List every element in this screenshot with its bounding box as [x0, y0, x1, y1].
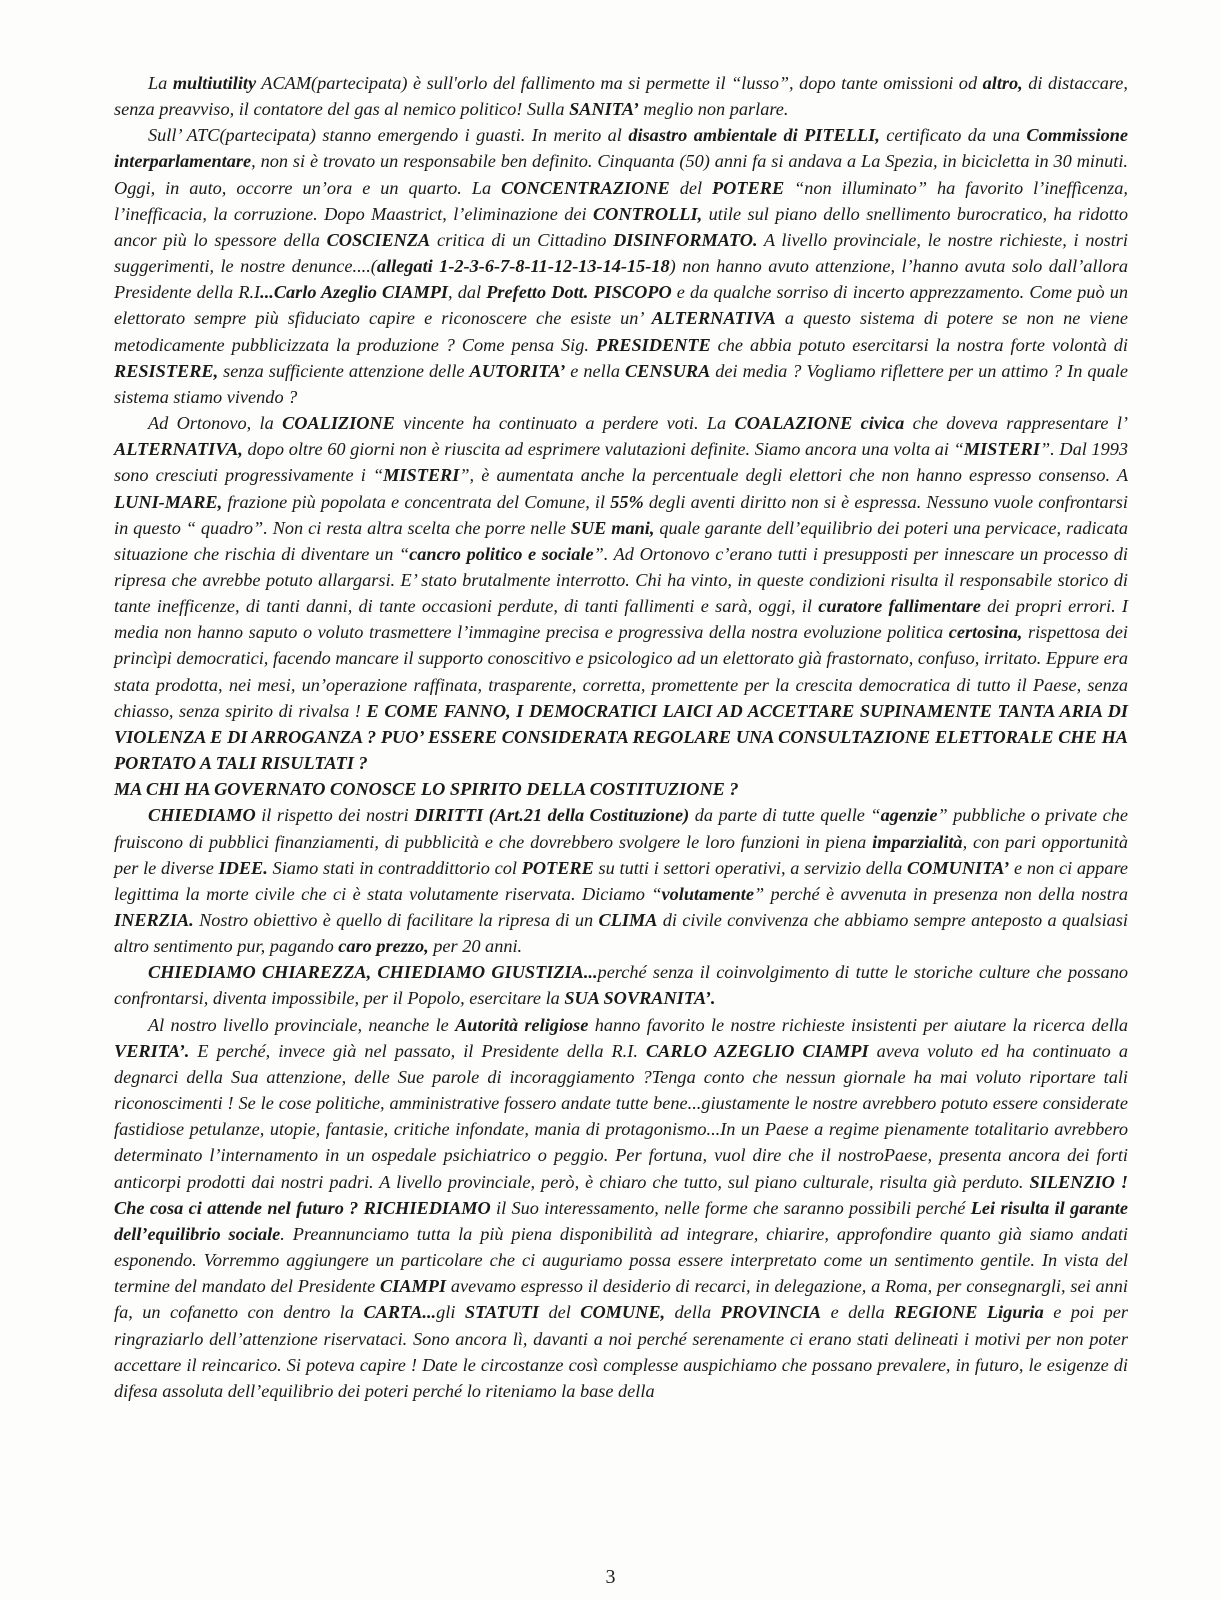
- text-run: hanno favorito le nostre richieste insistenti per aiutare la ricerca della: [588, 1014, 1129, 1035]
- text-run: La: [148, 73, 173, 93]
- paragraph-1: [114, 70, 1128, 122]
- bold-text-run: allegati 1-2-3-6-7-8-11-12-13-14-15-18: [376, 256, 670, 277]
- bold-text-run: COMUNITA’: [906, 857, 1010, 878]
- bold-text-run: CLIMA: [598, 910, 658, 930]
- text-run: , con pari opportunità per le diverse: [114, 831, 1128, 878]
- bold-text-run: POTERE: [712, 177, 785, 198]
- text-run: su tutti i settori operativi, a servizio della: [593, 857, 907, 878]
- bold-text-run: RESISTERE,: [114, 360, 219, 381]
- text-run: del: [539, 1302, 581, 1323]
- text-run: il rispetto dei nostri: [255, 805, 415, 826]
- text-run: ” perché è avvenuta in presenza non della nostra: [753, 883, 1128, 904]
- bold-text-run: PRESIDENTE: [595, 334, 711, 355]
- bold-text-run: MISTERI: [963, 439, 1040, 460]
- bold-text-run: ALTERNATIVA,: [114, 439, 243, 460]
- bold-text-run: CONTROLLI,: [592, 203, 703, 224]
- bold-text-run: CHIEDIAMO CHIAREZZA, CHIEDIAMO GIUSTIZIA...: [148, 962, 598, 983]
- bold-text-run: CIAMPI: [380, 1276, 447, 1297]
- text-run: degli aventi diritto non si è espressa. Nessuno vuole confrontarsi in questo “ quadro”. Non ci resta altra scelta che porre nelle: [114, 491, 1128, 538]
- paragraph-3: [114, 410, 1128, 776]
- text-run: Siamo stati in contraddittorio col: [267, 857, 522, 878]
- bold-text-run: cancro politico e sociale: [409, 543, 594, 564]
- text-run: che abbia potuto esercitarsi la nostra forte volontà di: [710, 334, 1128, 355]
- text-run: della: [665, 1302, 721, 1323]
- bold-text-run: CARLO AZEGLIO CIAMPI: [645, 1040, 869, 1061]
- text-run: A livello provinciale, le nostre richieste, i nostri suggerimenti, le nostre denunce....(: [114, 229, 1128, 277]
- bold-text-run: multiutility: [172, 73, 257, 93]
- text-run: Sull’ ATC(partecipata) stanno emergendo i guasti. In merito al: [148, 125, 629, 146]
- text-run: critica di un Cittadino: [430, 229, 614, 250]
- bold-text-run: caro prezzo,: [338, 936, 429, 957]
- paragraph-4: [114, 776, 1128, 802]
- text-run: del: [669, 177, 713, 198]
- bold-text-run: CHIEDIAMO: [148, 805, 256, 826]
- text-run: , dal: [448, 282, 487, 303]
- bold-text-run: curatore fallimentare: [818, 596, 981, 617]
- text-run: Al nostro livello provinciale, neanche le: [148, 1014, 456, 1035]
- bold-text-run: DISINFORMATO.: [613, 229, 758, 250]
- text-run: dopo oltre 60 giorni non è riuscita ad esprimere valutazioni definite. Siamo ancora una volta ai “: [242, 439, 964, 460]
- bold-text-run: altro,: [982, 73, 1023, 93]
- bold-text-run: CONCENTRAZIONE: [501, 177, 670, 198]
- bold-text-run: Autorità religiose: [455, 1014, 589, 1035]
- bold-text-run: COMUNE,: [580, 1302, 666, 1323]
- text-run: dei propri errori. I media non hanno saputo o voluto trasmettere l’immagine precisa e progressiva della nostra evoluzione politica: [114, 596, 1128, 643]
- text-run: quale garante dell’equilibrio dei poteri una pervicace, radicata situazione che rischia di diventare un “: [114, 517, 1128, 564]
- text-run: per 20 anni.: [428, 936, 523, 957]
- bold-text-run: SUE mani,: [570, 517, 655, 538]
- text-run: ”. Dal 1993 sono cresciuti progressivamente i “: [114, 439, 1128, 486]
- text-run: vincente ha continuato a perdere voti. La: [394, 413, 735, 434]
- bold-text-run: volutamente: [661, 883, 754, 904]
- bold-text-run: SILENZIO ! Che cosa ci attende nel futuro ? RICHIEDIAMO: [114, 1171, 1128, 1218]
- text-run: il Suo interessamento, nelle forme che saranno possibili perché: [490, 1197, 971, 1218]
- bold-text-run: Commissione interparlamentare: [114, 125, 1129, 172]
- bold-text-run: Lei risulta il garante dell’equilibrio sociale: [114, 1197, 1128, 1244]
- bold-text-run: REGIONE Liguria: [894, 1302, 1044, 1323]
- bold-text-run: VERITA’.: [114, 1040, 190, 1061]
- bold-text-run: E COME FANNO, I DEMOCRATICI LAICI AD ACCETTARE SUPINAMENTE TANTA ARIA DI VIOLENZA E DI ARROGANZA ? PUO’ ESSERE CONSIDERATA REGOLARE UNA CONSULTAZIONE ELETTORALE CHE HA PORTATO A TALI RISULTATI ?: [114, 700, 1128, 774]
- paragraph-2: [114, 122, 1128, 410]
- text-run: ACAM(partecipata) è sull'orlo del fallimento ma si permette il “lusso”, dopo tante omissioni od: [256, 73, 983, 93]
- page-number: 3: [605, 1566, 616, 1588]
- bold-text-run: MA CHI HA GOVERNATO CONOSCE LO SPIRITO DELLA COSTITUZIONE ?: [114, 779, 739, 800]
- text-run: di civile convivenza che abbiamo sempre anteposto a qualsiasi altro sentimento pur, pagando: [114, 910, 1128, 957]
- bold-text-run: CENSURA: [624, 360, 711, 381]
- text-run: certificato da una: [879, 125, 1027, 146]
- bold-text-run: COALAZIONE civica: [734, 413, 905, 434]
- text-run: dei media ? Vogliamo riflettere per un attimo ? In quale sistema stiamo vivendo ?: [114, 360, 1128, 407]
- text-run: utile sul piano dello snellimento burocratico, ha ridotto ancor più lo spessore della: [114, 203, 1128, 250]
- text-run: e da qualche sorriso di incerto apprezzamento. Come può un elettorato sempre più sfiduciato capire e riconoscere che esiste un’: [114, 282, 1128, 329]
- bold-text-run: imparzialità: [872, 831, 963, 852]
- text-run: Ad Ortonovo, la: [148, 413, 283, 434]
- bold-text-run: AUTORITA’: [469, 360, 566, 381]
- bold-text-run: INERZIA.: [114, 910, 194, 930]
- text-run: e poi per ringraziarlo dell’attenzione riservataci. Sono ancora lì, davanti a noi perché serenamente ci erano stati delineati i motivi per non poter accettare il reincarico. Si poteva capire ! Date le circostanze così complesse auspichiamo che possano prevalere, in futuro, le esigenze di difesa assoluta dell’equilibrio dei poteri perché lo riteniamo la base della: [114, 1302, 1128, 1401]
- text-run: di distaccare, senza preavviso, il contatore del gas al nemico politico! Sulla: [114, 73, 1128, 120]
- bold-text-run: agenzie: [880, 805, 938, 826]
- text-run: ) non hanno avuto attenzione, l’hanno avuta solo dall’allora Presidente della R.I: [114, 256, 1128, 303]
- paragraph-7: [114, 1012, 1128, 1404]
- paragraph-6: [114, 959, 1128, 1011]
- bold-text-run: MISTERI: [383, 465, 460, 486]
- paragraph-5: [114, 802, 1128, 959]
- text-run: ”, è aumentata anche la percentuale degli elettori che non hanno espresso consenso. A: [459, 465, 1128, 486]
- text-run: che doveva rappresentare l’: [904, 413, 1128, 434]
- text-run: perché senza il coinvolgimento di tutte le storiche culture che possano confrontarsi, diventa impossibile, per il Popolo, esercitare la: [114, 962, 1128, 1009]
- text-run: e nella: [565, 360, 625, 381]
- text-run: . Preannunciamo tutta la più piena disponibilità ad integrare, chiarire, approfondire quanto già siamo andati esponendo. Vorremmo aggiungere un particolare che ci auguriamo possa essere interpretato come un sentimento gentile. In vista del termine del mandato del Presidente: [114, 1223, 1128, 1297]
- bold-text-run: ALTERNATIVA: [651, 308, 776, 329]
- text-run: frazione più popolata e concentrata del Comune, il: [222, 491, 611, 512]
- bold-text-run: ...Carlo Azeglio CIAMPI: [260, 282, 449, 303]
- bold-text-run: disastro ambientale di PITELLI,: [628, 125, 880, 146]
- bold-text-run: LUNI-MARE,: [114, 491, 223, 512]
- text-run: da parte di tutte quelle “: [689, 805, 881, 826]
- text-run: “non illuminato” ha favorito l’ineffìcenza, l’inefficacia, la corruzione. Dopo Maastrict, l’eliminazione dei: [114, 177, 1128, 224]
- text-run: avevamo espresso il desiderio di recarci, in delegazione, a Roma, per consegnargli, sei anni fa, un cofanetto con dentro la: [114, 1276, 1128, 1323]
- text-run: E perché, invece già nel passato, il Presidente della R.I.: [189, 1040, 646, 1061]
- text-run: Nostro obiettivo è quello di facilitare la ripresa di un: [193, 910, 599, 930]
- bold-text-run: certosina,: [948, 622, 1023, 643]
- bold-text-run: 55%: [610, 491, 644, 512]
- bold-text-run: STATUTI: [464, 1302, 540, 1323]
- text-run: gli: [436, 1302, 465, 1323]
- text-run: ” pubbliche o private che fruiscono di pubblici finanziamenti, di pubblicità e che dovrebbero svolgere le loro funzioni in piena: [114, 805, 1128, 852]
- text-run: a questo sistema di potere se non ne viene metodicamente pubblicizzata la produzione ? Come pensa Sig.: [114, 308, 1128, 355]
- text-run: e non ci appare legittima la morte civile che ci è stata volutamente riservata. Diciamo “: [114, 857, 1128, 904]
- text-run: ”. Ad Ortonovo c’erano tutti i presupposti per innescare un processo di ripresa che avrebbe potuto allargarsi. E’ stato brutalmente interrotto. Chi ha vinto, in queste condizioni risulta il responsabile storico di tante inefficenze, di tanti danni, di tante occasioni perdute, di tanti fallimenti e sarà, oggi, il: [114, 543, 1128, 617]
- bold-text-run: POTERE: [521, 857, 594, 878]
- text-run: rispettosa dei princìpi democratici, facendo mancare il supporto conoscitivo e psicologico ad un elettorato già frastornato, confuso, irritato. Eppure era stata prodotta, nei mesi, un’operazione raffinata, trasparente, corretta, promettente per la crescita democratica di tutto il Paese, senza chiasso, senza spirito di rivalsa !: [114, 622, 1128, 721]
- bold-text-run: COALIZIONE: [282, 413, 395, 434]
- bold-text-run: DIRITTI (Art.21 della Costituzione): [414, 805, 690, 826]
- bold-text-run: CARTA...: [363, 1302, 437, 1323]
- bold-text-run: PROVINCIA: [720, 1302, 822, 1323]
- bold-text-run: COSCIENZA: [326, 229, 431, 250]
- bold-text-run: IDEE.: [218, 857, 268, 878]
- text-run: e della: [821, 1302, 895, 1323]
- text-run: senza sufficiente attenzione delle: [218, 360, 470, 381]
- text-run: , non si è trovato un responsabile ben definito. Cinquanta (50) anni fa si andava a La Spezia, in bicicletta in 30 minuti. Oggi, in auto, occorre un’ora e un quarto. La: [114, 151, 1128, 198]
- bold-text-run: SUA SOVRANITA’.: [564, 988, 716, 1009]
- text-run: meglio non parlare.: [638, 99, 789, 120]
- document-body: [114, 70, 1128, 1404]
- bold-text-run: Prefetto Dott. PISCOPO: [486, 282, 672, 303]
- text-run: aveva voluto ed ha continuato a degnarci della Sua attenzione, delle Sue parole di incoraggiamento ?Tenga conto che nessun giornale ha mai voluto riportare tali riconoscimenti ! Se le cose politiche, amministrative fossero andate tutte bene...giustamente le nostre avrebbero potuto essere considerate fastidiose petulanze, utopie, fantasie, critiche infondate, mania di protagonismo...In un Paese a regime pienamente totalitario avrebbero determinato l’internamento in un ospedale psichiatrico o peggio. Per fortuna, vuol dire che il nostroPaese, presenta ancora dei forti anticorpi prodotti dai nostri padri. A livello provinciale, però, è chiaro che tutto, sul piano culturale, risulta già perduto.: [114, 1040, 1128, 1192]
- bold-text-run: SANITA’: [569, 99, 639, 120]
